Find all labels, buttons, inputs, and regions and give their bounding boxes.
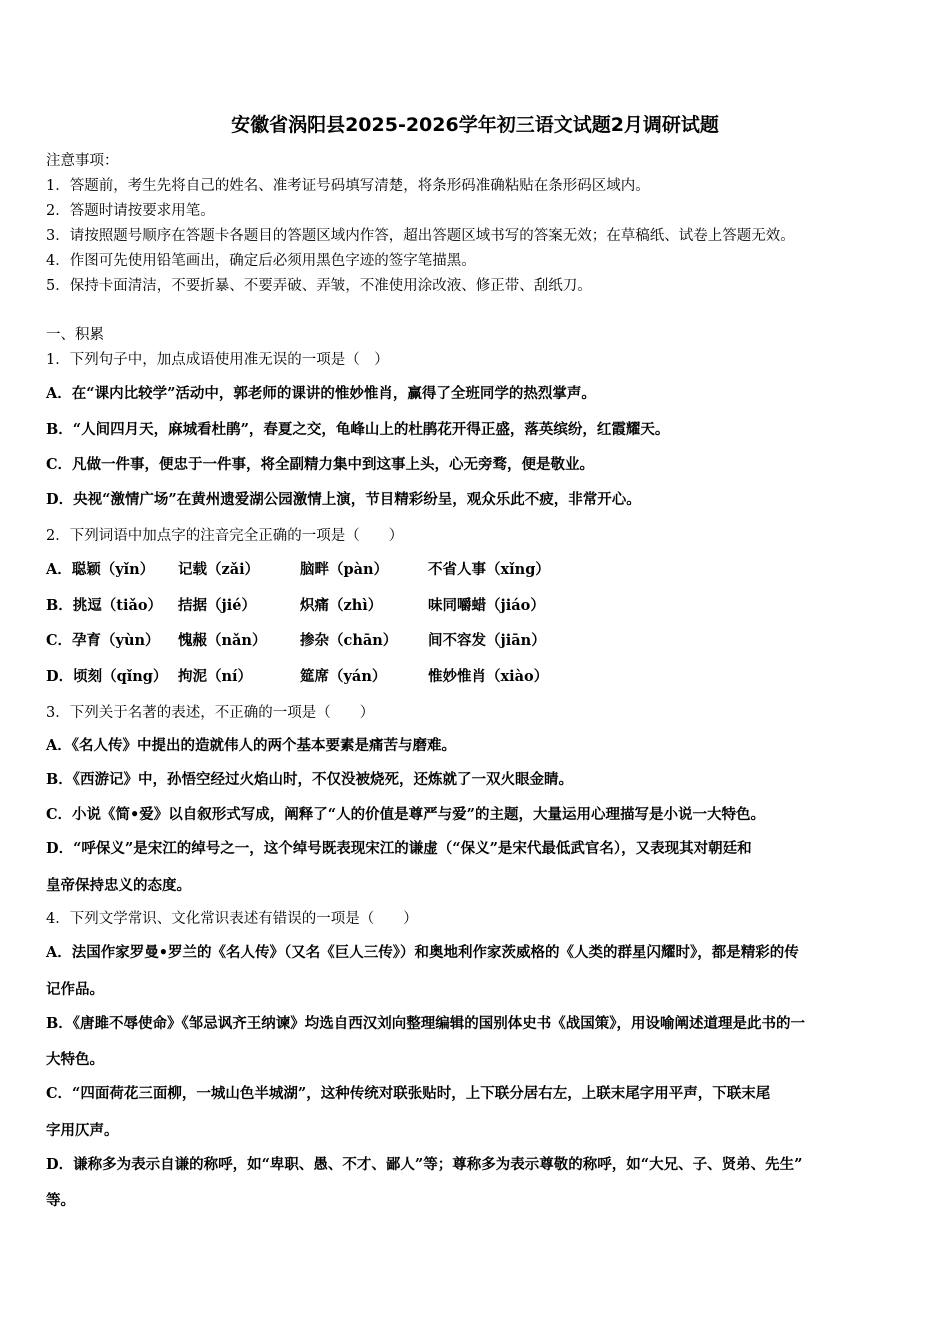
q1-option-d: D．央视“激情广场”在黄州遗爱湖公园激情上演，节目精彩纷呈，观众乐此不疲，非常开心。 [46, 491, 641, 508]
notice-item-5: 5．保持卡面清洁，不要折暴、不要弄破、弄皱，不准使用涂改液、修正带、刮纸刀。 [46, 278, 592, 294]
q1-option-a: A．在“课内比较学”活动中，郭老师的课讲的惟妙惟肖，赢得了全班同学的热烈掌声。 [46, 385, 596, 402]
notice-heading: 注意事项： [46, 153, 119, 169]
q2-option-d [46, 667, 548, 687]
q2-d-word-2: 拘泥（ní） [178, 668, 253, 685]
q2-d-word-3: 筵席（yán） [300, 668, 387, 685]
q2-a-word-4: 不省人事（xǐng） [428, 561, 550, 578]
q1-stem: 1．下列句子中，加点成语使用准无误的一项是（ ） [46, 352, 389, 368]
q4-option-b-line-2: 大特色。 [46, 1051, 104, 1068]
q2-a-word-2: 记载（zǎi） [178, 561, 260, 578]
q2-b-word-2: 拮据（jié） [178, 597, 256, 614]
q2-option-b [46, 596, 545, 616]
q4-option-a-line-1: A．法国作家罗曼•罗兰的《名人传》（又名《巨人三传》）和奥地利作家茨威格的《人类的群星闪耀时》，都是精彩的传 [46, 944, 799, 961]
notice-item-2: 2．答题时请按要求用笔。 [46, 203, 215, 219]
section-heading: 一、积累 [46, 327, 104, 343]
q4-option-d-line-2: 等。 [46, 1192, 75, 1209]
q2-a-word-3: 脑畔（pàn） [300, 561, 389, 578]
q3-option-a: A．《名人传》中提出的造就伟人的两个基本要素是痛苦与磨难。 [46, 737, 456, 754]
q2-c-word-2: 愧赧（nǎn） [178, 632, 267, 649]
q2-a-word-1: A．聪颖（yǐn） [46, 561, 155, 578]
q2-d-word-1: D．顷刻（qǐng） [46, 668, 168, 685]
q3-option-d-line-1: D．“呼保义”是宋江的绰号之一，这个绰号既表现宋江的谦虚（“保义”是宋代最低武官名），又表现其对朝廷和 [46, 840, 752, 857]
q2-option-a [46, 560, 550, 580]
q1-option-c: C．凡做一件事，便忠于一件事，将全副精力集中到这事上头，心无旁骛，便是敬业。 [46, 456, 595, 473]
q2-stem: 2．下列词语中加点字的注音完全正确的一项是（ ） [46, 528, 404, 544]
q4-option-a-line-2: 记作品。 [46, 981, 104, 998]
notice-item-1: 1．答题前，考生先将自己的姓名、准考证号码填写清楚，将条形码准确粘贴在条形码区域内。 [46, 178, 650, 194]
page-title: 安徽省涡阳县2025-2026学年初三语文试题2月调研试题 [231, 114, 719, 136]
q2-c-word-1: C．孕育（yùn） [46, 632, 160, 649]
q4-option-c-line-2: 字用仄声。 [46, 1122, 119, 1139]
q4-option-d-line-1: D．谦称多为表示自谦的称呼，如“卑职、愚、不才、鄙人”等；尊称多为表示尊敬的称呼，如“大兄、子、贤弟、先生” [46, 1156, 803, 1173]
q2-b-word-3: 炽痛（zhì） [300, 597, 383, 614]
notice-item-4: 4．作图可先使用铅笔画出，确定后必须用黑色字迹的签字笔描黑。 [46, 253, 476, 269]
q2-c-word-3: 掺杂（chān） [300, 632, 398, 649]
q1-option-b: B．“人间四月天，麻城看杜鹃”，春夏之交，龟峰山上的杜鹃花开得正盛，落英缤纷，红霞耀天。 [46, 421, 670, 438]
notice-item-3: 3．请按照题号顺序在答题卡各题目的答题区域内作答，超出答题区域书写的答案无效；在草稿纸、试卷上答题无效。 [46, 228, 795, 244]
q4-option-c-line-1: C．“四面荷花三面柳，一城山色半城湖”，这种传统对联张贴时，上下联分居右左，上联末尾字用平声，下联末尾 [46, 1085, 771, 1102]
q2-option-c [46, 631, 546, 651]
q3-option-c: C．小说《简•爱》以自叙形式写成，阐释了“人的价值是尊严与爱”的主题，大量运用心理描写是小说一大特色。 [46, 806, 765, 823]
q2-c-word-4: 间不容发（jiān） [428, 632, 546, 649]
q3-stem: 3．下列关于名著的表述，不正确的一项是（ ） [46, 705, 375, 721]
q2-b-word-1: B．挑逗（tiǎo） [46, 597, 163, 614]
q2-d-word-4: 惟妙惟肖（xiào） [428, 668, 549, 685]
q2-b-word-4: 味同嚼蜡（jiáo） [428, 597, 545, 614]
q3-option-b: B．《西游记》中，孙悟空经过火焰山时，不仅没被烧死，还炼就了一双火眼金睛。 [46, 771, 574, 788]
q4-stem: 4．下列文学常识、文化常识表述有错误的一项是（ ） [46, 911, 418, 927]
q4-option-b-line-1: B．《唐雎不辱使命》《邹忌讽齐王纳谏》均选自西汉刘向整理编辑的国别体史书《战国策》，用设喻阐述道理是此书的一 [46, 1015, 806, 1032]
q3-option-d-line-2: 皇帝保持忠义的态度。 [46, 877, 191, 894]
